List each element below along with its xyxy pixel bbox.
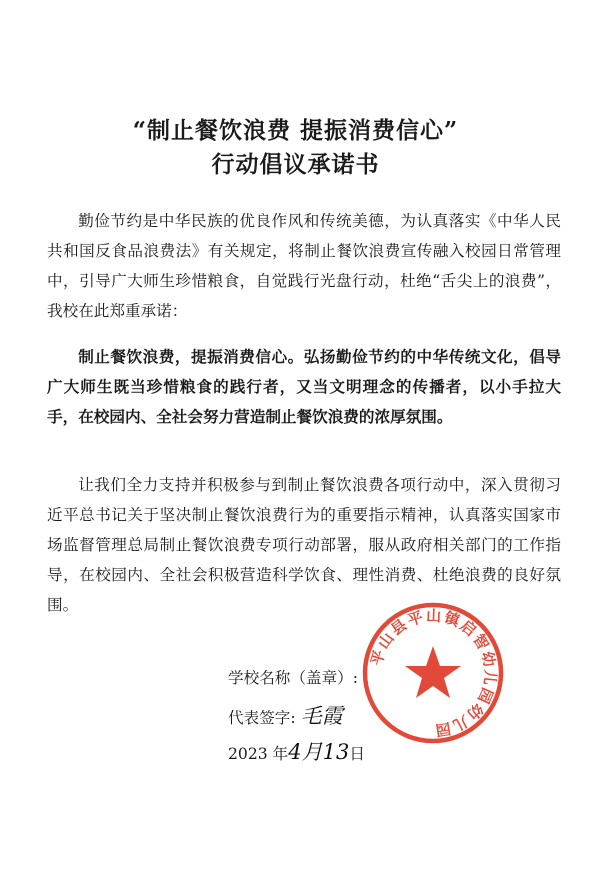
representative-row bbox=[228, 704, 343, 730]
seal-text: 平山县平山镇启智幼儿园幼儿园 bbox=[367, 606, 500, 740]
title-line-2: 行动倡议承诺书 bbox=[211, 151, 380, 178]
date-handwritten: 4月13 bbox=[288, 740, 350, 764]
representative-label: 代表签字: bbox=[228, 709, 296, 727]
seal-star-icon bbox=[405, 646, 461, 698]
date-row bbox=[228, 740, 365, 766]
paragraph-intro: 勤俭节约是中华民族的优良作风和传统美德，为认真落实《中华人民共和国反食品浪费法》有关规定，将制止餐饮浪费宣传融入校园日常管理中，引导广大师生珍惜粮食，自觉践行光盘行动，杜绝“舌尖上的浪费”，我校在此郑重承诺： bbox=[47, 212, 561, 320]
date-year: 2023 年 bbox=[228, 745, 289, 763]
title-line-1: “制止餐饮浪费 提振消费信心” bbox=[132, 117, 459, 144]
paragraph-commitment: 制止餐饮浪费，提振消费信心。弘扬勤俭节约的中华传统文化，倡导广大师生既当珍惜粮食的践行者，又当文明理念的传播者，以小手拉大手，在校园内、全社会努力营造制止餐饮浪费的浓厚氛围。 bbox=[47, 347, 561, 426]
representative-signature: 毛霞 bbox=[300, 704, 343, 728]
paragraph-action: 让我们全力支持并积极参与到制止餐饮浪费各项行动中，深入贯彻习近平总书记关于坚决制止餐饮浪费行为的重要指示精神，认真落实国家市场监督管理总局制止餐饮浪费专项行动部署，服从政府相关部门的工作指导，在校园内、全社会积极营造科学饮食、理性消费、杜绝浪费的良好氛围。 bbox=[47, 476, 561, 614]
school-name-label: 学校名称（盖章）: bbox=[228, 669, 359, 687]
date-day-suffix: 日 bbox=[349, 745, 365, 763]
official-seal-stamp bbox=[358, 598, 508, 748]
